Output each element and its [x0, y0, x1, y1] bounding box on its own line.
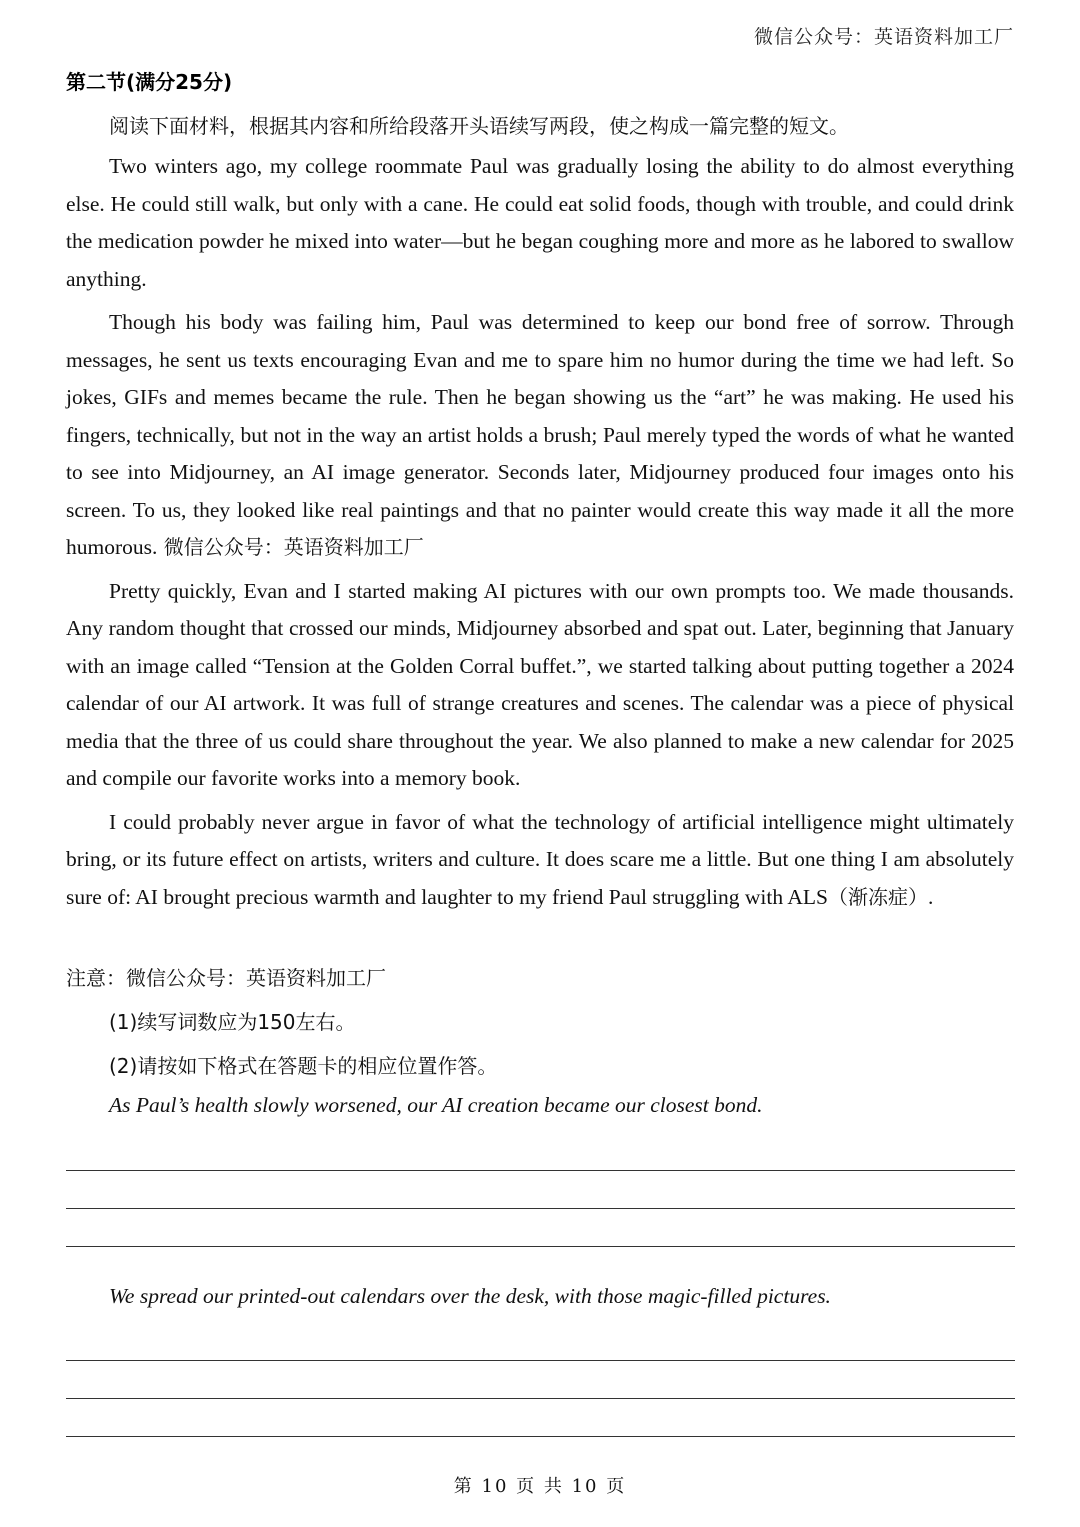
section-title: 第二节(满分25分): [66, 70, 233, 94]
passage-paragraph-2: [66, 304, 1014, 567]
answer-line: [66, 1208, 1015, 1209]
inline-watermark: 微信公众号：英语资料加工厂: [157, 535, 424, 559]
passage-paragraph-4-end: .: [927, 884, 934, 909]
answer-line: [66, 1246, 1015, 1247]
header-watermark: 微信公众号：英语资料加工厂: [753, 26, 1014, 48]
note-item-1: (1)续写词数应为150左右。: [109, 1010, 356, 1034]
continuation-prompt-1: As Paul’s health slowly worsened, our AI creation became our closest bond.: [109, 1093, 763, 1117]
passage-paragraph-4-text: I could probably never argue in favor of what the technology of artificial intelligence might ultimately bring, or its future effect on artists, writers and culture. It does scare me a little. But one thing I am absolutely sure of: AI brought precious warmth and laughter to my friend Paul struggling with ALS: [66, 809, 1014, 909]
notes-heading: 注意：微信公众号：英语资料加工厂: [66, 966, 386, 990]
page-number: 第 10 页 共 10 页: [453, 1476, 627, 1497]
passage-paragraph-3: Pretty quickly, Evan and I started making AI pictures with our own prompts too. We made thousands. Any random thought that crossed our minds, Midjourney absorbed and spat out. Later, beginning that January with an image called “Tension at the Golden Corral buffet.”, we started talking about putting together a 2024 calendar of our AI artwork. It was full of strange creatures and scenes. The calendar was a piece of physical media that the three of us could share throughout the year. We also planned to make a new calendar for 2025 and compile our favorite works into a memory book.: [66, 578, 1014, 790]
passage-paragraph-2-text: Though his body was failing him, Paul was determined to keep our bond free of sorrow. Through messages, he sent us texts encouraging Evan and me to spare him no humor during the time we had left. So jokes, GIFs and memes became the rule. Then he began showing us the “art” he was making. He used his fingers, technically, but not in the way an artist holds a brush; Paul merely typed the words of what he wanted to see into Midjourney, an AI image generator. Seconds later, Midjourney produced four images onto his screen. To us, they looked like real paintings and that no painter would create this way made it all the more humorous.: [66, 310, 1014, 559]
passage-paragraph-4-cjk: （渐冻症）: [827, 884, 928, 909]
continuation-prompt-2: We spread our printed-out calendars over the desk, with those magic-filled pictures.: [109, 1284, 831, 1308]
reading-passage: [66, 148, 1014, 916]
answer-line: [66, 1170, 1015, 1171]
passage-paragraph-4: [66, 804, 1014, 917]
answer-line: [66, 1398, 1015, 1399]
answer-line: [66, 1436, 1015, 1437]
section-instruction: 阅读下面材料，根据其内容和所给段落开头语续写两段，使之构成一篇完整的短文。: [109, 114, 849, 138]
answer-line: [66, 1360, 1015, 1361]
note-item-2: (2)请按如下格式在答题卡的相应位置作答。: [109, 1054, 498, 1078]
passage-paragraph-1: Two winters ago, my college roommate Paul was gradually losing the ability to do almost everything else. He could still walk, but only with a cane. He could eat solid foods, though with trouble, and could drink the medication powder he mixed into water—but he began coughing more and more as he labored to swallow anything.: [66, 154, 1014, 291]
